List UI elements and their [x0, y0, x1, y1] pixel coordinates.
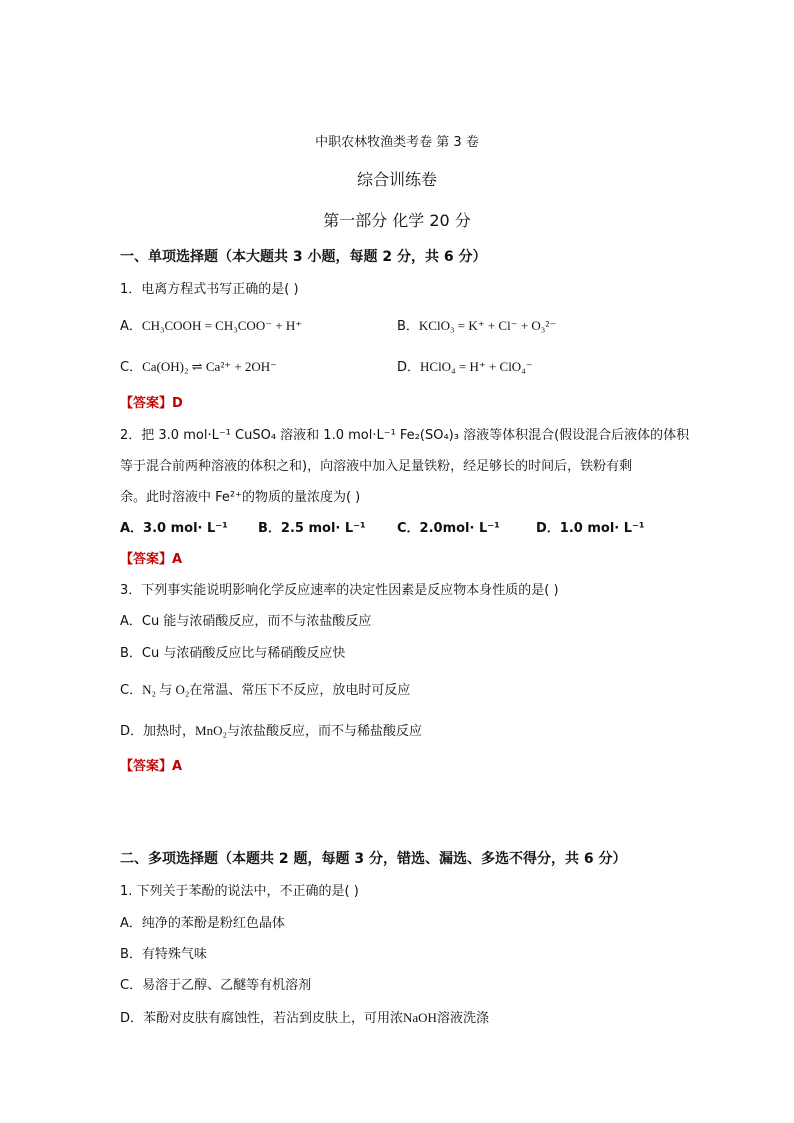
option-label: D． [397, 360, 421, 375]
q1-c-formula: Ca(OH)₂ ⇌ Ca²⁺ + 2OH⁻ [142, 359, 278, 374]
section1-title: 一、单项选择题（本大题共 3 小题，每题 2 分，共 6 分） [120, 249, 487, 265]
s2q1-option-c: C．易溶于乙醇、乙醚等有机溶剂 [120, 978, 312, 993]
s2q1-option-d [120, 1009, 489, 1028]
q2-line2: 等于混合前两种溶液的体积之和)，向溶液中加入足量铁粉，经足够长的时间后，铁粉有剩 [120, 459, 633, 474]
option-label: B． [397, 319, 419, 334]
exam-title: 中职农林牧渔类考卷 第 3 卷 [315, 135, 479, 150]
option-label: A． [120, 319, 142, 334]
paper-title: 综合训练卷 [356, 170, 437, 189]
s2q1-option-b: B．有特殊气味 [120, 947, 207, 962]
q3-c-text: 在常温、常压下不反应，放电时可反应 [189, 683, 411, 698]
q3-d-formula: MnO₂ [195, 723, 227, 738]
q1-option-b [397, 317, 556, 336]
q3-option-d [120, 722, 422, 741]
part-title: 第一部分 化学 20 分 [323, 211, 471, 230]
q2-answer: 【答案】A [120, 552, 183, 567]
section2-title: 二、多项选择题（本题共 2 题，每题 3 分，错选、漏选、多选不得分，共 6 分） [120, 851, 627, 867]
q3-option-c [120, 681, 410, 700]
s2q1-d-text: D．苯酚对皮肤有腐蚀性，若沾到皮肤上，可用浓 [120, 1011, 404, 1026]
option-label: C． [120, 683, 143, 698]
q1-b-formula: KClO₃ = K⁺ + Cl⁻ + O₃²⁻ [418, 318, 557, 333]
q2-line3: 余。此时溶液中 Fe²⁺的物质的量浓度为( ) [120, 490, 361, 505]
s2q1-d-tail: 溶液洗涤 [436, 1011, 489, 1026]
q1-d-formula: HClO₄ = H⁺ + ClO₄⁻ [420, 359, 533, 374]
s2q1-d-formula: NaOH [403, 1010, 437, 1025]
q1-stem: 1．电离方程式书写正确的是( ) [120, 282, 299, 297]
q1-option-a [120, 317, 302, 336]
q3-stem: 3．下列事实能说明影响化学反应速率的决定性因素是反应物本身性质的是( ) [120, 583, 559, 598]
q2-line1: 2．把 3.0 mol·L⁻¹ CuSO₄ 溶液和 1.0 mol·L⁻¹ Fe₂(SO₄)₃ 溶液等体积混合(假设混合后液体的体积 [120, 428, 690, 443]
q1-option-d [397, 358, 533, 377]
q1-option-c [120, 358, 277, 377]
s2q1-option-a: A．纯净的苯酚是粉红色晶体 [120, 916, 285, 931]
q2-option-d: D．1.0 mol· L⁻¹ [536, 521, 645, 536]
q3-option-b: B．Cu 与浓硝酸反应比与稀硝酸反应快 [120, 646, 346, 661]
q1-a-formula: CH₃COOH = CH₃COO⁻ + H⁺ [141, 318, 303, 333]
q3-answer: 【答案】A [120, 759, 183, 774]
q2-option-c: C．2.0mol· L⁻¹ [397, 521, 500, 536]
q2-option-b: B．2.5 mol· L⁻¹ [258, 521, 366, 536]
q3-option-a: A．Cu 能与浓硝酸反应，而不与浓盐酸反应 [120, 614, 372, 629]
q2-option-a: A．3.0 mol· L⁻¹ [120, 521, 228, 536]
q3-d-text: 与浓盐酸反应，而不与稀盐酸反应 [227, 724, 423, 739]
q1-answer: 【答案】D [120, 396, 183, 411]
option-label: C． [120, 360, 143, 375]
s2q1-stem: 1. 下列关于苯酚的说法中，不正确的是( ) [120, 884, 359, 899]
q3-c-formula: N₂ 与 O₂ [142, 682, 190, 697]
option-label: D．加热时， [120, 724, 196, 739]
